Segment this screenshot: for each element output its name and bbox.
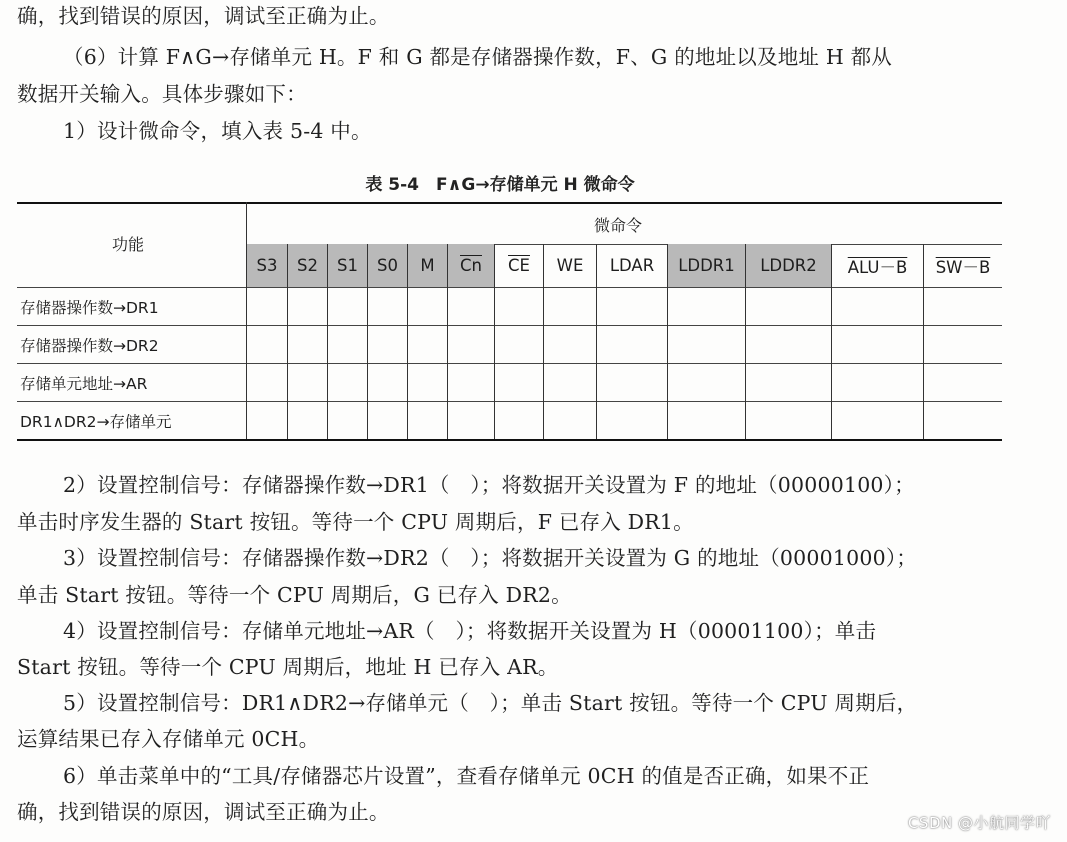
- header-rule: [17, 287, 1002, 288]
- function-column-divider: [246, 202, 247, 439]
- text-line: 2）设置控制信号：存储器操作数→DR1（ ）；将数据开关设置为 F 的地址（00000100）；: [63, 473, 915, 497]
- text-line: 5）设置控制信号：DR1∧DR2→存储单元（ ）；单击 Start 按钮。等待一个 CPU 周期后，: [63, 691, 918, 715]
- column-divider: [596, 244, 597, 439]
- text-line: 确，找到错误的原因，调试至正确为止。: [17, 800, 390, 824]
- table-caption: 表 5-4 F∧G→存储单元 H 微命令: [365, 175, 635, 195]
- column-header-we: WE: [556, 256, 584, 275]
- column-header-lddr2: LDDR2: [746, 244, 831, 287]
- column-header-s0: S0: [368, 244, 407, 287]
- column-divider: [447, 244, 448, 439]
- column-header-cn: $\overline{Cn}$: [448, 244, 494, 287]
- column-divider: [494, 244, 495, 439]
- text-line: 运算结果已存入存储单元 0CH。: [17, 727, 320, 751]
- table-row-label: 存储单元地址→AR: [20, 375, 148, 393]
- column-header-ce: $\overline{CE}$: [508, 256, 530, 275]
- function-header: 功能: [112, 235, 145, 254]
- column-divider: [327, 244, 328, 439]
- text-line: 单击 Start 按钮。等待一个 CPU 周期后，G 已存入 DR2。: [17, 583, 572, 607]
- table-row-label: DR1∧DR2→存储单元: [20, 413, 172, 431]
- text-line: 6）单击菜单中的“工具/存储器芯片设置”，查看存储单元 0CH 的值是否正确，如果不正: [63, 764, 870, 788]
- table-row-label: 存储器操作数→DR1: [20, 299, 159, 317]
- text-line: Start 按钮。等待一个 CPU 周期后，地址 H 已存入 AR。: [17, 655, 559, 679]
- row-rule: [17, 363, 1002, 364]
- column-divider: [407, 244, 408, 439]
- micro-command-header: 微命令: [594, 216, 643, 235]
- row-rule: [17, 401, 1002, 402]
- text-line: （6）计算 F∧G→存储单元 H。F 和 G 都是存储器操作数，F、G 的地址以及地址 H 都从: [63, 45, 893, 69]
- column-header-s3: S3: [247, 244, 287, 287]
- column-header-ldar: LDAR: [609, 256, 655, 275]
- column-header-s1: S1: [328, 244, 367, 287]
- column-divider: [923, 244, 924, 439]
- text-line: 单击时序发生器的 Start 按钮。等待一个 CPU 周期后，F 已存入 DR1。: [17, 510, 694, 534]
- column-header-m: M: [408, 244, 447, 287]
- column-divider: [287, 244, 288, 439]
- row-rule: [17, 325, 1002, 326]
- column-divider: [831, 244, 832, 439]
- micro-command-table: [17, 202, 1002, 440]
- column-header-swb: SW－B: [935, 257, 991, 277]
- text-line: 3）设置控制信号：存储器操作数→DR2（ ）；将数据开关设置为 G 的地址（00001000）；: [63, 546, 917, 570]
- column-divider: [667, 244, 668, 439]
- csdn-watermark: CSDN @小航同学吖: [907, 814, 1051, 832]
- column-header-lddr1: LDDR1: [668, 244, 745, 287]
- text-line: 1）设计微命令，填入表 5-4 中。: [63, 119, 372, 143]
- table-bottom-rule: [17, 439, 1002, 441]
- text-line: 4）设置控制信号：存储单元地址→AR（ ）；将数据开关设置为 H（00001100）；单击: [63, 619, 877, 643]
- column-divider: [543, 244, 544, 439]
- text-line: 确，找到错误的原因，调试至正确为止。: [17, 4, 390, 28]
- text-line: 数据开关输入。具体步骤如下：: [17, 82, 307, 106]
- table-row-label: 存储器操作数→DR2: [20, 337, 159, 355]
- table-top-rule: [17, 202, 1002, 204]
- column-header-alub: ALU－B: [847, 257, 908, 277]
- column-header-s2: S2: [288, 244, 327, 287]
- column-divider: [367, 244, 368, 439]
- column-divider: [745, 244, 746, 439]
